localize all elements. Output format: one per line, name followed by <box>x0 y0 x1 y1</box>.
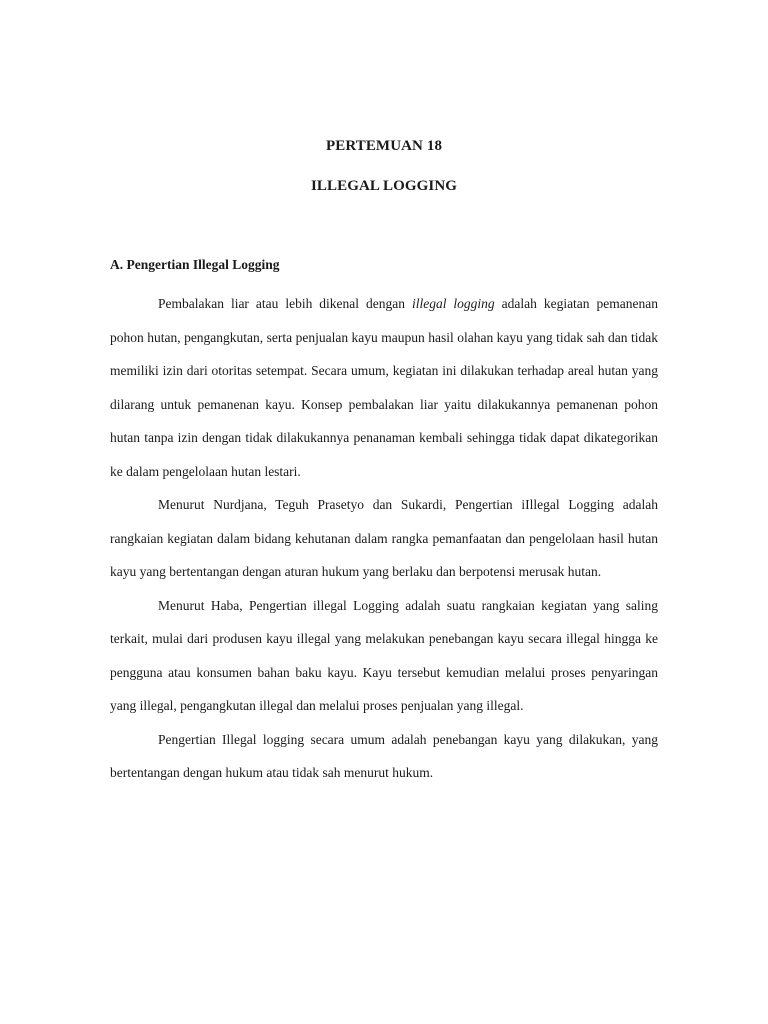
paragraph-1-text-start: Pembalakan liar atau lebih dikenal dengan <box>158 296 412 311</box>
section-heading: A. Pengertian Illegal Logging <box>110 257 280 272</box>
document-body <box>110 255 658 790</box>
paragraph-4: Pengertian Illegal logging secara umum adalah penebangan kayu yang dilakukan, yang bertentangan dengan hukum atau tidak sah menurut hukum. <box>110 731 658 780</box>
paragraph-1 <box>110 287 658 488</box>
paragraph-3: Menurut Haba, Pengertian illegal Logging adalah suatu rangkaian kegiatan yang saling terkait, mulai dari produsen kayu illegal yang melakukan penebangan kayu secara illegal hingga ke pengguna atau konsumen bahan baku kayu. Kayu tersebut kemudian melalui proses penyaringan yang illegal, pengangkutan illegal dan melalui proses penjualan yang illegal. <box>110 597 658 713</box>
paragraph-1-text-end: adalah kegiatan pemanenan pohon hutan, pengangkutan, serta penjualan kayu maupun hasil olahan kayu yang tidak sah dan tidak memiliki izin dari otoritas setempat. Secara umum, kegiatan ini dilakukan terhadap areal hutan yang dilarang untuk pemanenan kayu. Konsep pembalakan liar yaitu dilakukannya pemanenan pohon hutan tanpa izin dengan tidak dilakukannya penanaman kembali sehingga tidak dapat dikategorikan ke dalam pengelolaan hutan lestari. <box>110 296 658 479</box>
page-subtitle: ILLEGAL LOGGING <box>310 178 458 194</box>
page-title: PERTEMUAN 18 <box>325 138 443 154</box>
paragraph-2: Menurut Nurdjana, Teguh Prasetyo dan Sukardi, Pengertian iIllegal Logging adalah rangkaian kegiatan dalam bidang kehutanan dalam rangka pemanfaatan dan pengelolaan hasil hutan kayu yang bertentangan dengan aturan hukum yang berlaku dan berpotensi merusak hutan. <box>110 497 658 579</box>
paragraph-1-italic-term: illegal logging <box>411 296 495 311</box>
